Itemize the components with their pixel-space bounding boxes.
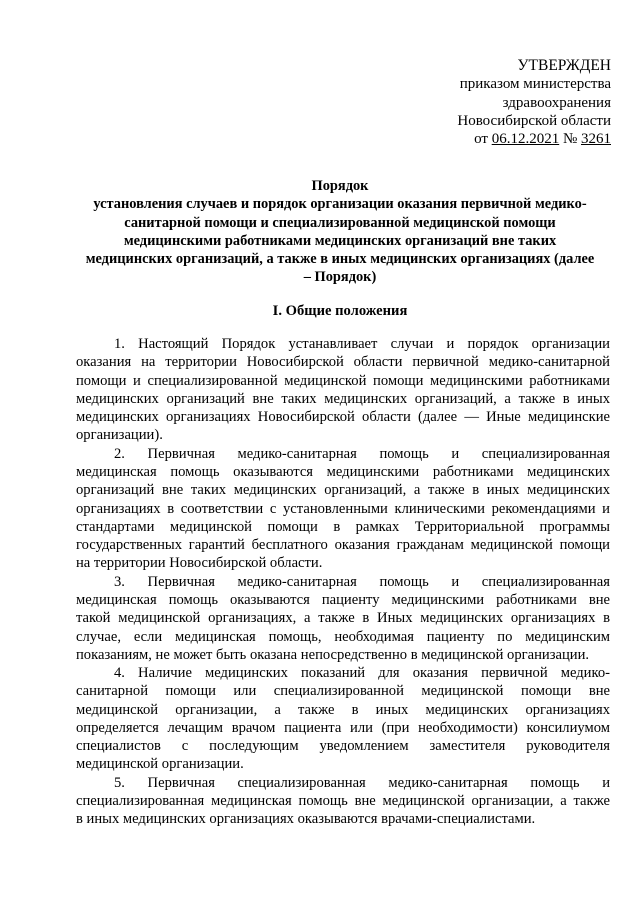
paragraph-line: показаниям, не может быть оказана непосредственно в медицинской организации. [76, 646, 590, 663]
paragraph-line: медицинская помощь оказываются медицинскими работниками медицинских [76, 463, 610, 480]
paragraph-5 [76, 774, 610, 829]
paragraph-line: оказания на территории Новосибирской области первичной медико-санитарной [76, 354, 610, 371]
approval-number-prefix: № [559, 131, 581, 148]
paragraph-line: медицинской организации, а также в иных медицинских организациях [76, 701, 610, 718]
approval-heading: УТВЕРЖДЕН [517, 57, 611, 74]
title-line: санитарной помощи и специализированной медицинской помощи [124, 214, 556, 231]
paragraph-line: государственных гарантий бесплатного оказания гражданам медицинской помощи [76, 537, 610, 554]
paragraph-line: определяется лечащим врачом пациента или (при необходимости) консилиумом [76, 719, 610, 736]
paragraph-2 [76, 445, 610, 573]
paragraph-line: санитарной помощи или специализированной медицинской помощи вне [76, 683, 610, 700]
paragraph-line: 5. Первичная специализированная медико-санитарная помощь и [114, 774, 610, 791]
title-line: – Порядок) [303, 269, 377, 286]
paragraph-4 [76, 664, 610, 774]
section-heading: I. Общие положения [272, 303, 408, 319]
approval-date: 06.12.2021 [491, 131, 560, 148]
paragraph-line: стандартами медицинской помощи в рамках Территориальной программы [76, 518, 610, 535]
paragraph-line: медицинской организации. [76, 756, 244, 773]
title-line: медицинских организаций, а также в иных медицинских организациях (далее [85, 251, 595, 268]
paragraph-line: помощи и специализированной медицинской помощи медицинскими работниками [76, 372, 610, 389]
title-line: установления случаев и порядок организации оказания первичной медико- [93, 196, 587, 213]
paragraph-line: организации). [76, 427, 163, 444]
approval-date-prefix: от [474, 131, 492, 148]
paragraph-line: в иных медицинских организациях оказываются врачами-специалистами. [76, 811, 536, 828]
paragraph-line: медицинских организациях Новосибирской области (далее — Иные медицинские [76, 409, 610, 426]
paragraph-1 [76, 335, 610, 445]
approval-line: Новосибирской области [457, 112, 611, 129]
approval-stamp [457, 57, 611, 148]
document-body [76, 335, 610, 829]
paragraph-line: 1. Настоящий Порядок устанавливает случаи и порядок организации [114, 336, 610, 352]
title-line: Порядок [311, 178, 369, 194]
title-line: медицинскими работниками медицинских организаций вне таких [123, 232, 557, 249]
approval-line: приказом министерства [459, 76, 611, 93]
approval-line: здравоохранения [502, 94, 611, 111]
paragraph-line: 3. Первичная медико-санитарная помощь и специализированная [114, 573, 610, 590]
paragraph-line: 4. Наличие медицинских показаний для оказания первичной медико- [114, 665, 610, 682]
paragraph-line: на территории Новосибирской области. [76, 555, 323, 572]
document-title [70, 177, 610, 287]
paragraph-line: случае, если медицинская помощь, необходимая пациенту по медицинским [76, 628, 610, 645]
paragraph-line: организациях в соответствии с установленными клиническими рекомендациями и [76, 500, 610, 517]
paragraph-line: такой медицинской организациях, а также в Иных медицинских организациях в [76, 610, 610, 627]
paragraph-line: медицинских организаций вне таких медицинских организаций, а также в иных [76, 390, 610, 407]
paragraph-line: специалистов с последующим уведомлением заместителя руководителя [76, 738, 610, 755]
paragraph-line: медицинская помощь оказываются пациенту медицинскими работниками вне [76, 591, 610, 608]
paragraph-3 [76, 573, 610, 664]
paragraph-line: 2. Первичная медико-санитарная помощь и специализированная [114, 445, 610, 462]
approval-number: 3261 [581, 131, 611, 148]
approval-order-line [457, 130, 611, 148]
paragraph-line: специализированная медицинская помощь вне медицинской организации, а также [76, 793, 610, 810]
paragraph-line: организаций вне таких медицинских организаций, а также в иных медицинских [76, 482, 610, 499]
